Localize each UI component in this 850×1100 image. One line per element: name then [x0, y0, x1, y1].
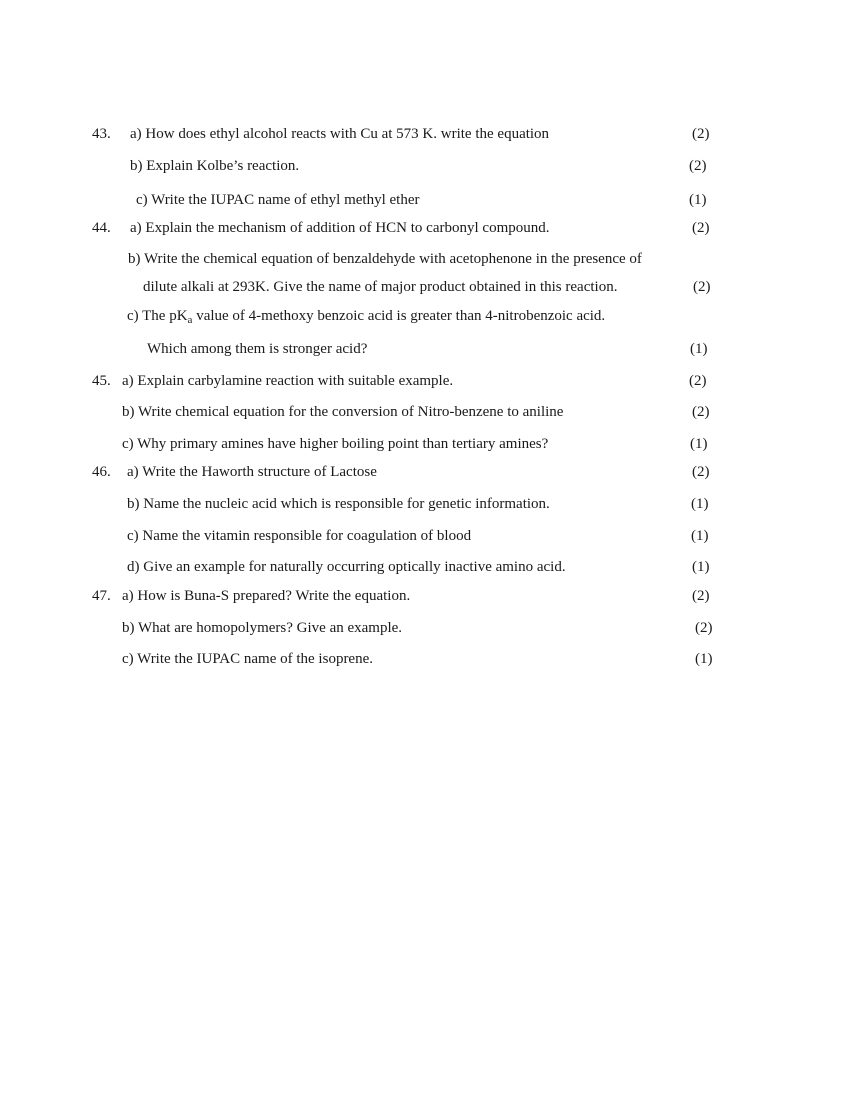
- subscript-a: a: [187, 314, 193, 326]
- question-number-43: 43.: [92, 126, 111, 142]
- question-46a-marks: (2): [692, 464, 710, 480]
- question-43a-marks: (2): [692, 126, 710, 142]
- question-46d-text: d) Give an example for naturally occurring optically inactive amino acid.: [127, 559, 566, 575]
- question-45b-text: b) Write chemical equation for the conversion of Nitro-benzene to aniline: [122, 404, 564, 420]
- question-43b-marks: (2): [689, 158, 707, 174]
- question-44c-marks: (1): [690, 341, 708, 357]
- question-43b-text: b) Explain Kolbe’s reaction.: [130, 158, 300, 174]
- question-45c-text: c) Why primary amines have higher boiling point than tertiary amines?: [122, 436, 549, 452]
- question-45b-marks: (2): [692, 404, 710, 420]
- question-number-45: 45.: [92, 373, 111, 389]
- question-number-47: 47.: [92, 588, 111, 604]
- question-46d-marks: (1): [692, 559, 710, 575]
- question-43c-text: c) Write the IUPAC name of ethyl methyl ether: [136, 192, 420, 208]
- question-44c-text: c) The $pK_a$ value of 4-methoxy benzoic acid is greater than 4-nitrobenzoic acid.: [127, 308, 606, 326]
- question-46c-marks: (1): [691, 528, 709, 544]
- question-45a-marks: (2): [689, 373, 707, 389]
- question-47b-marks: (2): [695, 620, 713, 636]
- question-47a-marks: (2): [692, 588, 710, 604]
- question-46a-text: a) Write the Haworth structure of Lactose: [127, 464, 377, 480]
- question-44b-text-continued: dilute alkali at 293K. Give the name of major product obtained in this reaction.: [143, 279, 618, 295]
- question-46c-text: c) Name the vitamin responsible for coagulation of blood: [127, 528, 472, 544]
- question-46b-marks: (1): [691, 496, 709, 512]
- question-44a-marks: (2): [692, 220, 710, 236]
- question-46b-text: b) Name the nucleic acid which is responsible for genetic information.: [127, 496, 550, 512]
- question-number-46: 46.: [92, 464, 111, 480]
- question-45a-text: a) Explain carbylamine reaction with suitable example.: [122, 373, 454, 389]
- question-47b-text: b) What are homopolymers? Give an example.: [122, 620, 403, 636]
- question-47a-text: a) How is Buna-S prepared? Write the equation.: [122, 588, 411, 604]
- question-47c-marks: (1): [695, 651, 713, 667]
- question-44a-text: a) Explain the mechanism of addition of HCN to carbonyl compound.: [130, 220, 550, 236]
- question-44c-text-continued: Which among them is stronger acid?: [147, 341, 368, 357]
- question-44b-marks: (2): [693, 279, 711, 295]
- question-43a-text: a) How does ethyl alcohol reacts with Cu at 573 K. write the equation: [130, 126, 550, 142]
- question-number-44: 44.: [92, 220, 111, 236]
- question-43c-marks: (1): [689, 192, 707, 208]
- question-47c-text: c) Write the IUPAC name of the isoprene.: [122, 651, 374, 667]
- question-45c-marks: (1): [690, 436, 708, 452]
- question-44b-text: b) Write the chemical equation of benzaldehyde with acetophenone in the presence of: [128, 251, 642, 267]
